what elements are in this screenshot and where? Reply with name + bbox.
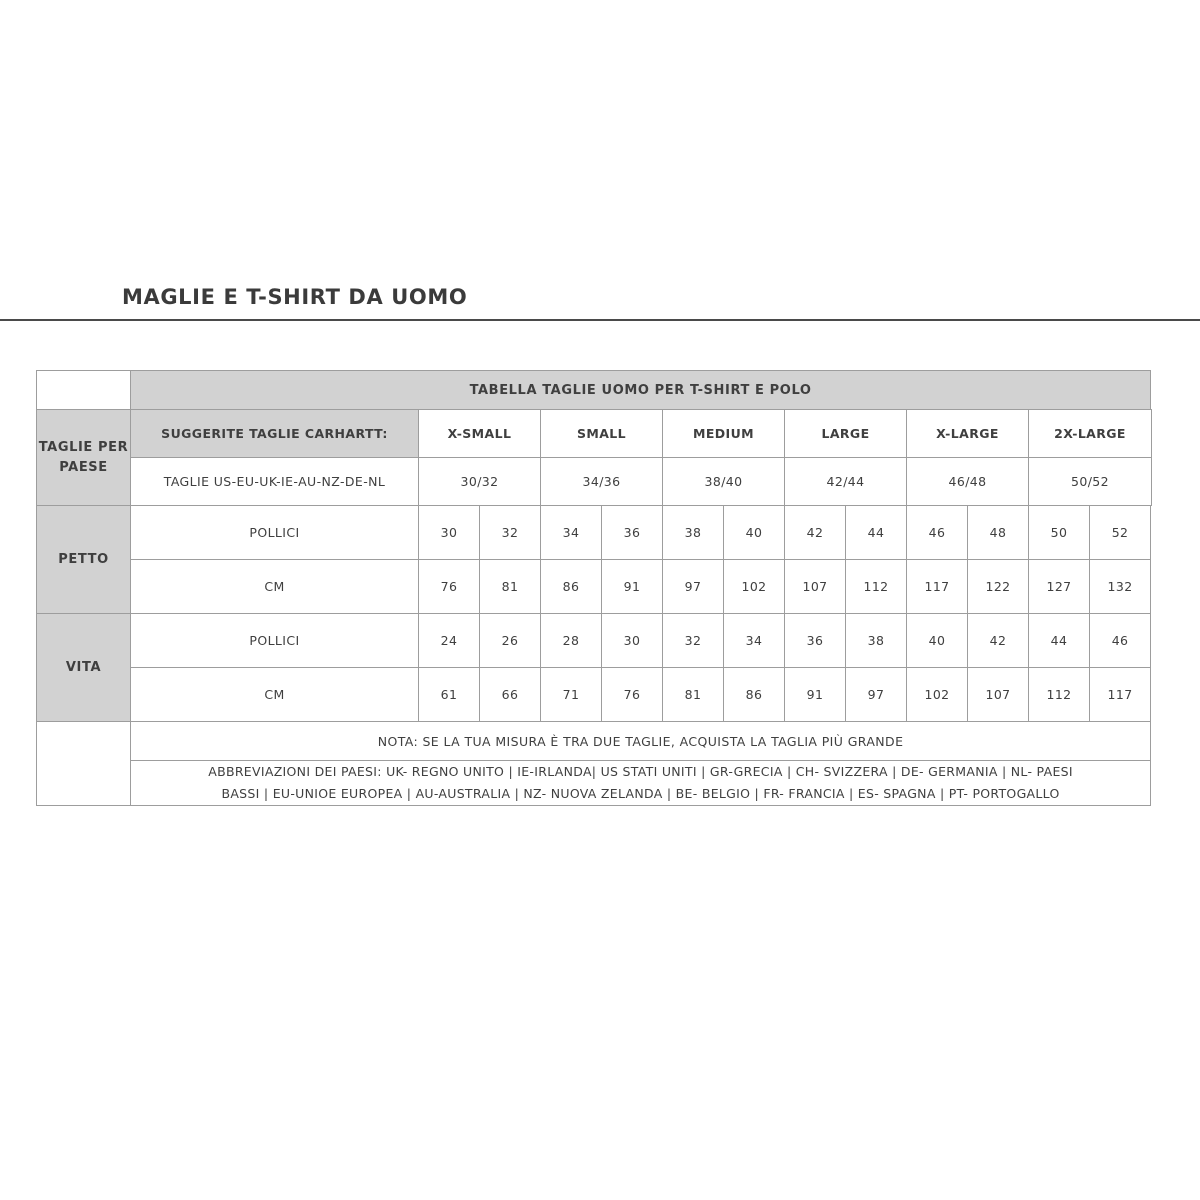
chest-inches-9: 48 — [968, 506, 1029, 560]
chest-inches-10: 50 — [1029, 506, 1090, 560]
carhartt-size-l: LARGE — [785, 410, 907, 458]
table-row — [37, 614, 1152, 668]
waist-cm-8: 102 — [907, 668, 968, 722]
carhartt-sizes-label: SUGGERITE TAGLIE CARHARTT: — [131, 410, 419, 458]
waist-inches-9: 42 — [968, 614, 1029, 668]
chest-inches-3: 36 — [602, 506, 663, 560]
waist-cm-3: 76 — [602, 668, 663, 722]
country-abbreviations-line2: BASSI | EU-UNIOE EUROPEA | AU-AUSTRALIA | NZ- NUOVA ZELANDA | BE- BELGIO | FR- FRANCIA | ES- SPAGNA | PT- PORTOGALLO — [221, 785, 1060, 801]
waist-inches-6: 36 — [785, 614, 846, 668]
table-row — [37, 668, 1152, 722]
waist-cm-9: 107 — [968, 668, 1029, 722]
waist-cm-2: 71 — [541, 668, 602, 722]
waist-cm-10: 112 — [1029, 668, 1090, 722]
waist-inches-5: 34 — [724, 614, 785, 668]
waist-inches-7: 38 — [846, 614, 907, 668]
table-row — [37, 761, 1152, 806]
chest-cm-6: 107 — [785, 560, 846, 614]
table-row — [37, 560, 1152, 614]
chest-cm-5: 102 — [724, 560, 785, 614]
country-abbreviations-line1: ABBREVIAZIONI DEI PAESI: UK- REGNO UNITO | IE-IRLANDA| US STATI UNITI | GR-GRECIA | CH- SVIZZERA | DE- GERMANIA | NL- PAESI — [208, 764, 1073, 779]
chest-cm-10: 127 — [1029, 560, 1090, 614]
waist-cm-6: 91 — [785, 668, 846, 722]
table-row — [37, 410, 1152, 458]
chest-inches-7: 44 — [846, 506, 907, 560]
chest-cm-label: CM — [131, 560, 419, 614]
chest-cm-7: 112 — [846, 560, 907, 614]
intl-size-xs: 30/32 — [419, 458, 541, 506]
chest-inches-label: POLLICI — [131, 506, 419, 560]
waist-inches-0: 24 — [419, 614, 480, 668]
chest-inches-1: 32 — [480, 506, 541, 560]
spacer-cell-bottom — [37, 722, 131, 806]
chest-inches-6: 42 — [785, 506, 846, 560]
chest-cm-2: 86 — [541, 560, 602, 614]
table-banner: TABELLA TAGLIE UOMO PER T-SHIRT E POLO — [131, 371, 1151, 410]
carhartt-size-2xl: 2X-LARGE — [1029, 410, 1152, 458]
carhartt-size-s: SMALL — [541, 410, 663, 458]
intl-size-s: 34/36 — [541, 458, 663, 506]
waist-inches-11: 46 — [1090, 614, 1151, 668]
country-abbreviations — [131, 761, 1151, 806]
waist-inches-2: 28 — [541, 614, 602, 668]
page-title: MAGLIE E T-SHIRT DA UOMO — [122, 285, 468, 309]
intl-size-l: 42/44 — [785, 458, 907, 506]
chest-inches-5: 40 — [724, 506, 785, 560]
chest-cm-4: 97 — [663, 560, 724, 614]
waist-cm-label: CM — [131, 668, 419, 722]
table-row — [37, 371, 1152, 410]
waist-inches-4: 32 — [663, 614, 724, 668]
title-divider — [0, 319, 1200, 321]
waist-inches-1: 26 — [480, 614, 541, 668]
chest-inches-2: 34 — [541, 506, 602, 560]
intl-sizes-label: TAGLIE US-EU-UK-IE-AU-NZ-DE-NL — [131, 458, 419, 506]
carhartt-size-xs: X-SMALL — [419, 410, 541, 458]
waist-cm-4: 81 — [663, 668, 724, 722]
waist-cm-1: 66 — [480, 668, 541, 722]
intl-size-2xl: 50/52 — [1029, 458, 1152, 506]
chest-inches-0: 30 — [419, 506, 480, 560]
chest-inches-8: 46 — [907, 506, 968, 560]
carhartt-size-xl: X-LARGE — [907, 410, 1029, 458]
chest-inches-4: 38 — [663, 506, 724, 560]
chest-cm-9: 122 — [968, 560, 1029, 614]
waist-cm-11: 117 — [1090, 668, 1151, 722]
waist-cm-0: 61 — [419, 668, 480, 722]
size-note: NOTA: SE LA TUA MISURA È TRA DUE TAGLIE, ACQUISTA LA TAGLIA PIÙ GRANDE — [131, 722, 1151, 761]
row-label-waist: VITA — [37, 614, 131, 722]
table-row — [37, 506, 1152, 560]
table-row — [37, 458, 1152, 506]
table-row — [37, 722, 1152, 761]
waist-inches-8: 40 — [907, 614, 968, 668]
row-label-chest: PETTO — [37, 506, 131, 614]
carhartt-size-m: MEDIUM — [663, 410, 785, 458]
chest-inches-11: 52 — [1090, 506, 1151, 560]
chest-cm-8: 117 — [907, 560, 968, 614]
size-table — [36, 370, 1152, 806]
row-label-country: TAGLIE PER PAESE — [37, 410, 131, 506]
intl-size-m: 38/40 — [663, 458, 785, 506]
chest-cm-11: 132 — [1090, 560, 1151, 614]
waist-inches-10: 44 — [1029, 614, 1090, 668]
waist-cm-7: 97 — [846, 668, 907, 722]
chest-cm-0: 76 — [419, 560, 480, 614]
waist-inches-3: 30 — [602, 614, 663, 668]
chest-cm-1: 81 — [480, 560, 541, 614]
waist-cm-5: 86 — [724, 668, 785, 722]
intl-size-xl: 46/48 — [907, 458, 1029, 506]
title-block — [0, 285, 1200, 321]
chest-cm-3: 91 — [602, 560, 663, 614]
spacer-cell — [37, 371, 131, 410]
waist-inches-label: POLLICI — [131, 614, 419, 668]
